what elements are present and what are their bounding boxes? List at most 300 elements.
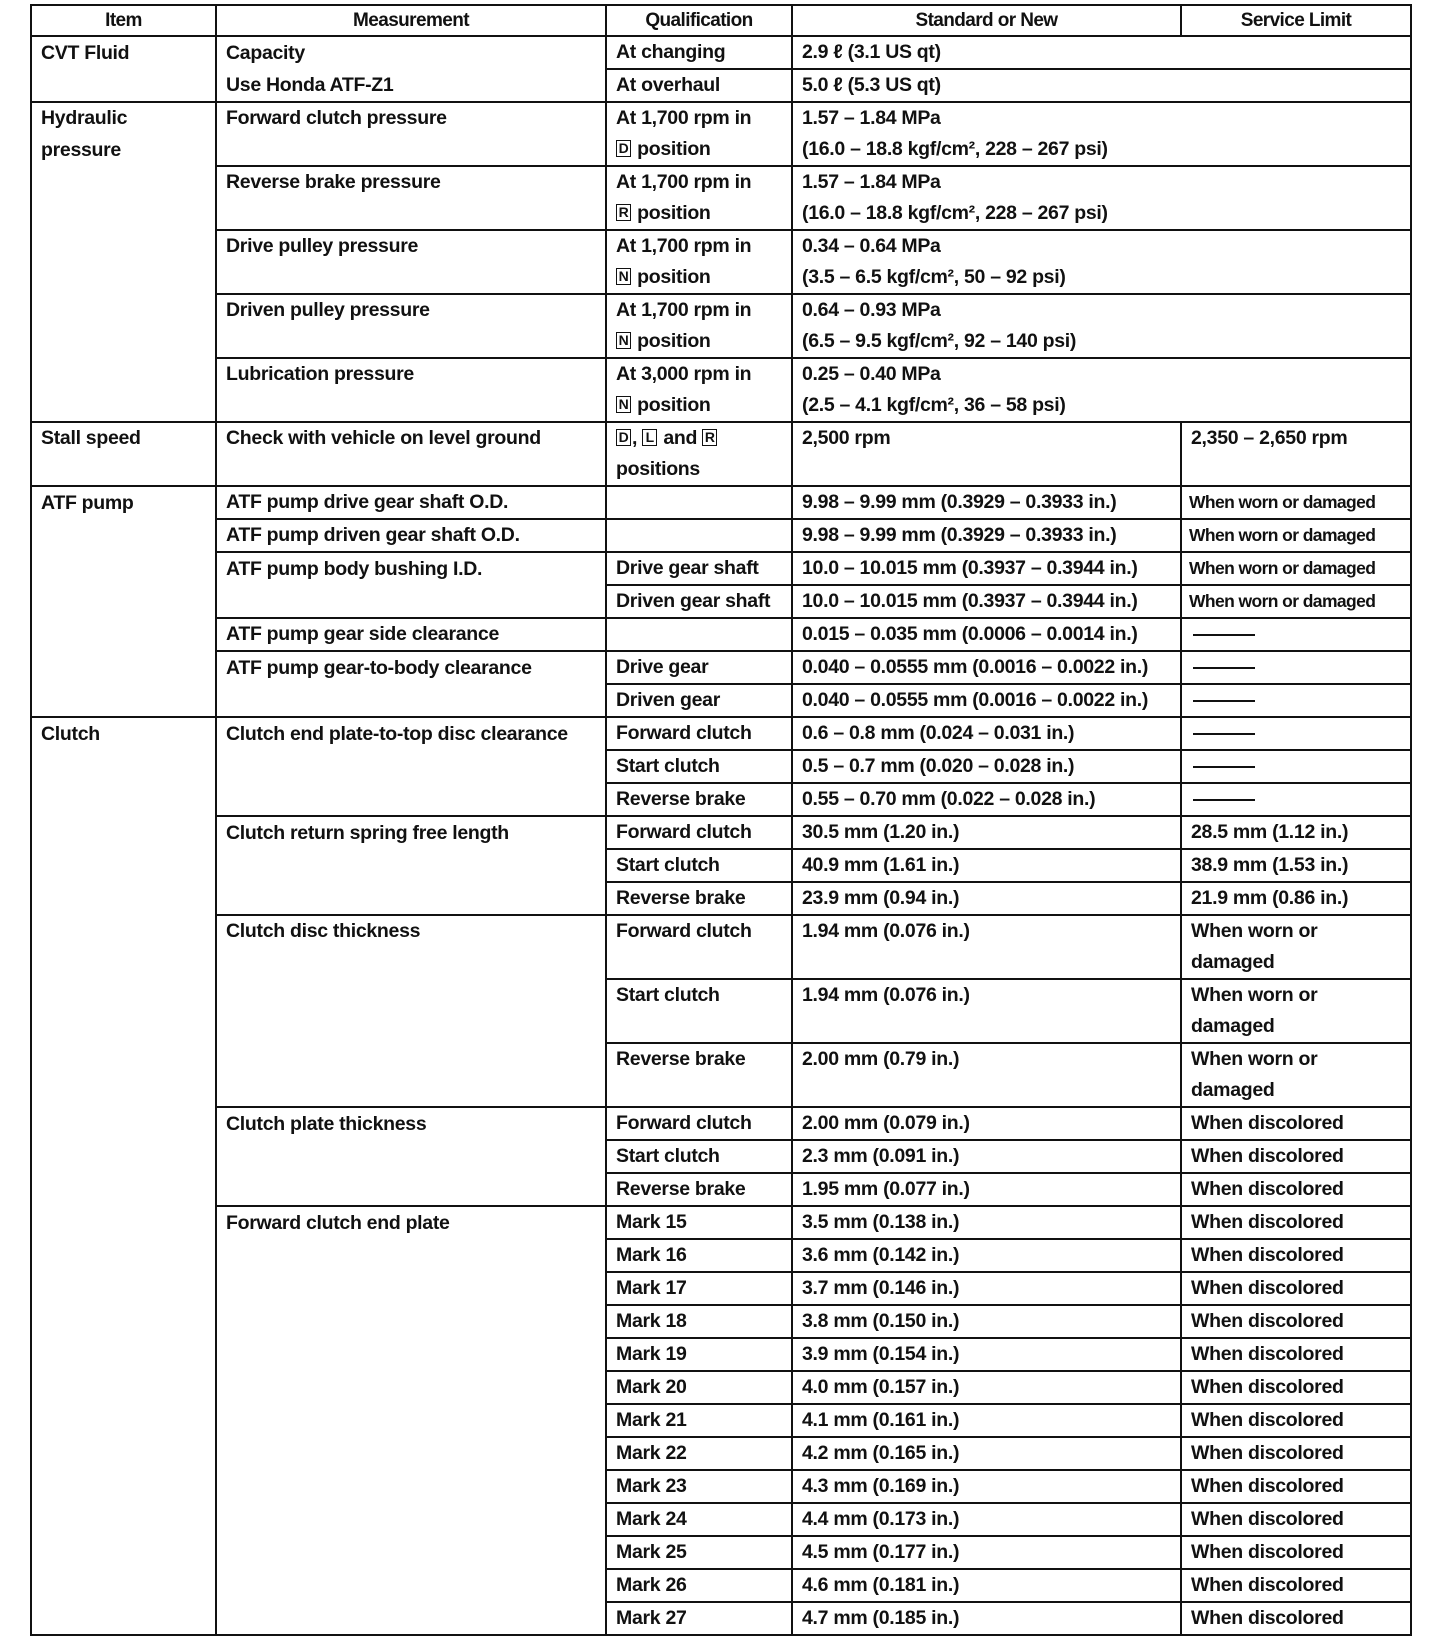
limit-cell: When worn or damaged [1181,552,1411,585]
qualification-cell [606,618,792,651]
table-row [31,422,1411,454]
table-row [31,294,1411,326]
qualification-cell: Reverse brake [606,1043,792,1075]
item-cell [31,1371,216,1404]
measurement-cell: ATF pump body bushing I.D. [216,552,606,585]
no-limit-dash [1193,634,1255,636]
limit-cell [1181,454,1411,486]
qualification-cell: Start clutch [606,750,792,783]
standard-cell [792,1011,1181,1043]
position-l-icon: L [642,429,657,446]
limit-cell: damaged [1181,1075,1411,1107]
table-row [31,783,1411,816]
measurement-cell [216,134,606,166]
limit-cell [1181,750,1411,783]
measurement-cell [216,750,606,783]
position-r-icon: R [616,204,631,221]
table-row [31,816,1411,849]
item-cell [31,294,216,326]
standard-cell: 0.015 – 0.035 mm (0.0006 – 0.0014 in.) [792,618,1181,651]
limit-cell: When worn or damaged [1181,486,1411,519]
measurement-cell: ATF pump drive gear shaft O.D. [216,486,606,519]
measurement-cell [216,684,606,717]
measurement-cell [216,882,606,915]
qualification-cell: Drive gear [606,651,792,684]
qualification-cell [606,486,792,519]
position-label: position [637,394,711,416]
header-row [31,5,1411,36]
table-row [31,486,1411,519]
limit-cell [1181,618,1411,651]
qualification-cell: Mark 18 [606,1305,792,1338]
item-hydraulic-pressure: pressure [31,134,216,166]
table-row [31,134,1411,166]
no-limit-dash [1193,700,1255,702]
limit-cell: When worn or [1181,979,1411,1011]
standard-cell: 3.6 mm (0.142 in.) [792,1239,1181,1272]
item-cell [31,1011,216,1043]
table-row [31,1503,1411,1536]
measurement-cell [216,1305,606,1338]
measurement-cell [216,1043,606,1075]
qualification-cell [606,1011,792,1043]
limit-cell [1181,783,1411,816]
qualification-cell: At 3,000 rpm in [606,358,792,390]
standard-cell: 2.3 mm (0.091 in.) [792,1140,1181,1173]
item-atf-pump: ATF pump [31,486,216,519]
standard-cell: 1.94 mm (0.076 in.) [792,979,1181,1011]
table-row [31,947,1411,979]
table-row [31,390,1411,422]
no-limit-dash [1193,799,1255,801]
table-row [31,1371,1411,1404]
limit-cell: When discolored [1181,1140,1411,1173]
qualification-cell: Mark 17 [606,1272,792,1305]
standard-cell: (6.5 – 9.5 kgf/cm², 92 – 140 psi) [792,326,1411,358]
table-row [31,1075,1411,1107]
table-row [31,326,1411,358]
item-cell [31,326,216,358]
qualification-cell: Mark 25 [606,1536,792,1569]
limit-cell: When discolored [1181,1371,1411,1404]
table-row [31,1043,1411,1075]
standard-cell [792,454,1181,486]
limit-cell: When worn or damaged [1181,519,1411,552]
standard-cell: 5.0 ℓ (5.3 US qt) [792,69,1411,102]
position-d-icon: D [616,140,631,157]
qualification-cell: Mark 27 [606,1602,792,1635]
standard-cell: 1.57 – 1.84 MPa [792,102,1411,134]
measurement-cell: Clutch return spring free length [216,816,606,849]
item-cell [31,358,216,390]
table-row [31,358,1411,390]
measurement-cell [216,1173,606,1206]
standard-cell: 3.9 mm (0.154 in.) [792,1338,1181,1371]
standard-cell: 4.2 mm (0.165 in.) [792,1437,1181,1470]
table-row [31,1536,1411,1569]
item-cell [31,230,216,262]
position-n-icon: N [616,268,631,285]
qualification-cell: At 1,700 rpm in [606,102,792,134]
item-cell [31,1503,216,1536]
item-cell [31,1437,216,1470]
table-row [31,1272,1411,1305]
table-row [31,69,1411,102]
standard-cell: 0.040 – 0.0555 mm (0.0016 – 0.0022 in.) [792,651,1181,684]
qualification-cell: Reverse brake [606,1173,792,1206]
item-cell [31,1404,216,1437]
limit-cell: When discolored [1181,1239,1411,1272]
item-hydraulic: Hydraulic [31,102,216,134]
qualification-cell: Driven gear shaft [606,585,792,618]
standard-cell: 23.9 mm (0.94 in.) [792,882,1181,915]
position-label: position [637,266,711,288]
standard-cell: (16.0 – 18.8 kgf/cm², 228 – 267 psi) [792,134,1411,166]
limit-cell: damaged [1181,947,1411,979]
spec-table [30,4,1412,1636]
item-cell [31,1602,216,1635]
measurement-cell [216,262,606,294]
qualification-cell: Mark 23 [606,1470,792,1503]
standard-cell [792,947,1181,979]
measurement-cell: ATF pump driven gear shaft O.D. [216,519,606,552]
table-row [31,585,1411,618]
table-row [31,1140,1411,1173]
table-row [31,684,1411,717]
item-cell [31,1536,216,1569]
standard-cell: 4.4 mm (0.173 in.) [792,1503,1181,1536]
table-row [31,1239,1411,1272]
limit-cell: When discolored [1181,1404,1411,1437]
limit-cell: When discolored [1181,1107,1411,1140]
table-row [31,1011,1411,1043]
standard-cell: 1.94 mm (0.076 in.) [792,915,1181,947]
qualification-cell [606,947,792,979]
qualification-cell: Forward clutch [606,915,792,947]
item-cell [31,166,216,198]
standard-cell: 0.64 – 0.93 MPa [792,294,1411,326]
table-row [31,1107,1411,1140]
item-cell [31,390,216,422]
table-row [31,979,1411,1011]
item-cvt-fluid: CVT Fluid [31,36,216,69]
limit-cell: damaged [1181,1011,1411,1043]
limit-cell: When worn or [1181,1043,1411,1075]
standard-cell: (3.5 – 6.5 kgf/cm², 50 – 92 psi) [792,262,1411,294]
qualification-cell: Forward clutch [606,816,792,849]
measurement-cell [216,1075,606,1107]
qualification-cell: positions [606,454,792,486]
and-label: and [663,427,698,449]
item-clutch: Clutch [31,717,216,750]
item-cell [31,1107,216,1140]
measurement-cell [216,849,606,882]
qualification-cell: Forward clutch [606,717,792,750]
qualification-cell [606,326,792,358]
standard-cell [792,1075,1181,1107]
measurement-cell: Forward clutch pressure [216,102,606,134]
header-standard: Standard or New [792,5,1181,36]
standard-cell: 2,500 rpm [792,422,1181,454]
table-row [31,915,1411,947]
measurement-cell [216,1239,606,1272]
item-cell [31,651,216,684]
item-cell [31,1043,216,1075]
standard-cell: 1.57 – 1.84 MPa [792,166,1411,198]
qualification-cell: Start clutch [606,849,792,882]
measurement-cell [216,326,606,358]
item-cell [31,1173,216,1206]
no-limit-dash [1193,733,1255,735]
table-row [31,1602,1411,1635]
measurement-cell: Clutch disc thickness [216,915,606,947]
standard-cell: 9.98 – 9.99 mm (0.3929 – 0.3933 in.) [792,519,1181,552]
qualification-cell: Forward clutch [606,1107,792,1140]
position-d-icon: D [616,429,631,446]
table-row [31,454,1411,486]
qualification-cell: D , L and R [606,422,792,454]
qualification-cell: Drive gear shaft [606,552,792,585]
header-service-limit: Service Limit [1181,5,1411,36]
position-label: position [637,330,711,352]
measurement-cell [216,1536,606,1569]
measurement-cell: Lubrication pressure [216,358,606,390]
qualification-cell: Start clutch [606,979,792,1011]
item-cell [31,585,216,618]
limit-cell: When discolored [1181,1437,1411,1470]
measurement-cell: Driven pulley pressure [216,294,606,326]
qualification-cell [606,262,792,294]
standard-cell: 10.0 – 10.015 mm (0.3937 – 0.3944 in.) [792,552,1181,585]
measurement-cell: Clutch end plate-to-top disc clearance [216,717,606,750]
item-cell [31,1206,216,1239]
table-row [31,166,1411,198]
limit-cell: 21.9 mm (0.86 in.) [1181,882,1411,915]
standard-cell: 0.5 – 0.7 mm (0.020 – 0.028 in.) [792,750,1181,783]
qualification-cell: Mark 19 [606,1338,792,1371]
standard-cell: 3.7 mm (0.146 in.) [792,1272,1181,1305]
standard-cell: 4.3 mm (0.169 in.) [792,1470,1181,1503]
item-cell [31,849,216,882]
measurement-cell: Check with vehicle on level ground [216,422,606,454]
table-row [31,717,1411,750]
standard-cell: (2.5 – 4.1 kgf/cm², 36 – 58 psi) [792,390,1411,422]
qualification-cell [606,1075,792,1107]
limit-cell: When discolored [1181,1206,1411,1239]
item-cell [31,618,216,651]
measurement-cell: Clutch plate thickness [216,1107,606,1140]
no-limit-dash [1193,667,1255,669]
measurement-cell [216,1404,606,1437]
measurement-cell [216,1503,606,1536]
standard-cell: 0.34 – 0.64 MPa [792,230,1411,262]
standard-cell: 4.1 mm (0.161 in.) [792,1404,1181,1437]
item-cell [31,684,216,717]
table-row [31,750,1411,783]
qualification-cell: Reverse brake [606,882,792,915]
measurement-cell: Use Honda ATF-Z1 [216,69,606,102]
item-cell [31,454,216,486]
measurement-cell [216,1140,606,1173]
table-row [31,1338,1411,1371]
measurement-cell [216,1338,606,1371]
limit-cell [1181,684,1411,717]
table-row [31,849,1411,882]
table-row [31,651,1411,684]
position-label: position [637,138,711,160]
item-cell [31,69,216,102]
limit-cell: 28.5 mm (1.12 in.) [1181,816,1411,849]
measurement-cell [216,1470,606,1503]
measurement-cell [216,454,606,486]
standard-cell: 0.25 – 0.40 MPa [792,358,1411,390]
item-cell [31,552,216,585]
item-cell [31,783,216,816]
limit-cell: When worn or damaged [1181,585,1411,618]
qualification-cell: Start clutch [606,1140,792,1173]
qualification-cell [606,390,792,422]
item-cell [31,816,216,849]
table-row [31,1470,1411,1503]
limit-cell: When discolored [1181,1503,1411,1536]
item-cell [31,750,216,783]
standard-cell: 30.5 mm (1.20 in.) [792,816,1181,849]
position-n-icon: N [616,396,631,413]
item-cell [31,882,216,915]
item-cell [31,1140,216,1173]
item-cell [31,1075,216,1107]
qualification-cell: Mark 22 [606,1437,792,1470]
standard-cell: 3.8 mm (0.150 in.) [792,1305,1181,1338]
standard-cell: 0.040 – 0.0555 mm (0.0016 – 0.0022 in.) [792,684,1181,717]
item-cell [31,1239,216,1272]
standard-cell: 1.95 mm (0.077 in.) [792,1173,1181,1206]
measurement-cell [216,390,606,422]
measurement-cell: ATF pump gear side clearance [216,618,606,651]
measurement-cell: Forward clutch end plate [216,1206,606,1239]
limit-cell: When discolored [1181,1272,1411,1305]
position-label: position [637,202,711,224]
table-row [31,1305,1411,1338]
item-cell [31,1470,216,1503]
limit-cell: 38.9 mm (1.53 in.) [1181,849,1411,882]
standard-cell: 3.5 mm (0.138 in.) [792,1206,1181,1239]
qualification-cell: Mark 21 [606,1404,792,1437]
measurement-cell [216,1371,606,1404]
header-qualification: Qualification [606,5,792,36]
table-row [31,36,1411,69]
standard-cell: 40.9 mm (1.61 in.) [792,849,1181,882]
item-cell [31,198,216,230]
item-cell [31,979,216,1011]
measurement-cell: ATF pump gear-to-body clearance [216,651,606,684]
item-cell [31,1338,216,1371]
table-row [31,1173,1411,1206]
standard-cell: 9.98 – 9.99 mm (0.3929 – 0.3933 in.) [792,486,1181,519]
table-row [31,1206,1411,1239]
measurement-cell [216,1272,606,1305]
standard-cell: 10.0 – 10.015 mm (0.3937 – 0.3944 in.) [792,585,1181,618]
limit-cell [1181,717,1411,750]
measurement-cell: Drive pulley pressure [216,230,606,262]
standard-cell: 2.00 mm (0.79 in.) [792,1043,1181,1075]
qualification-cell: At 1,700 rpm in [606,230,792,262]
table-row [31,882,1411,915]
limit-cell [1181,651,1411,684]
measurement-cell [216,1437,606,1470]
measurement-cell [216,198,606,230]
table-row [31,618,1411,651]
limit-cell: When discolored [1181,1602,1411,1635]
table-row [31,102,1411,134]
measurement-cell [216,1011,606,1043]
item-cell [31,262,216,294]
measurement-cell: Capacity [216,36,606,69]
standard-cell: 2.00 mm (0.079 in.) [792,1107,1181,1140]
standard-cell: 4.6 mm (0.181 in.) [792,1569,1181,1602]
item-cell [31,1272,216,1305]
qualification-cell [606,134,792,166]
qualification-cell [606,519,792,552]
qualification-cell: Mark 15 [606,1206,792,1239]
item-stall-speed: Stall speed [31,422,216,454]
item-cell [31,947,216,979]
limit-cell: When discolored [1181,1470,1411,1503]
item-cell [31,915,216,947]
qualification-cell: Mark 20 [606,1371,792,1404]
qualification-cell: Reverse brake [606,783,792,816]
table-row [31,262,1411,294]
standard-cell: 0.55 – 0.70 mm (0.022 – 0.028 in.) [792,783,1181,816]
limit-cell: 2,350 – 2,650 rpm [1181,422,1411,454]
qualification-cell: Mark 26 [606,1569,792,1602]
qualification-cell: Driven gear [606,684,792,717]
measurement-cell [216,585,606,618]
measurement-cell: Reverse brake pressure [216,166,606,198]
table-row [31,230,1411,262]
table-row [31,198,1411,230]
limit-cell: When discolored [1181,1305,1411,1338]
qualification-cell: Mark 16 [606,1239,792,1272]
standard-cell: (16.0 – 18.8 kgf/cm², 228 – 267 psi) [792,198,1411,230]
qualification-cell [606,198,792,230]
item-cell [31,519,216,552]
qualification-cell: At overhaul [606,69,792,102]
limit-cell: When discolored [1181,1569,1411,1602]
position-n-icon: N [616,332,631,349]
limit-cell: When discolored [1181,1536,1411,1569]
limit-cell: When worn or [1181,915,1411,947]
table-row [31,552,1411,585]
qualification-cell: Mark 24 [606,1503,792,1536]
limit-cell: When discolored [1181,1338,1411,1371]
measurement-cell [216,1602,606,1635]
qualification-cell: At changing [606,36,792,69]
measurement-cell [216,783,606,816]
spec-table-container [30,4,1410,1636]
header-item: Item [31,5,216,36]
table-row [31,1404,1411,1437]
header-measurement: Measurement [216,5,606,36]
standard-cell: 4.0 mm (0.157 in.) [792,1371,1181,1404]
no-limit-dash [1193,766,1255,768]
standard-cell: 0.6 – 0.8 mm (0.024 – 0.031 in.) [792,717,1181,750]
position-r-icon: R [702,429,717,446]
qualification-cell: At 1,700 rpm in [606,166,792,198]
measurement-cell [216,947,606,979]
standard-cell: 4.5 mm (0.177 in.) [792,1536,1181,1569]
table-row [31,519,1411,552]
